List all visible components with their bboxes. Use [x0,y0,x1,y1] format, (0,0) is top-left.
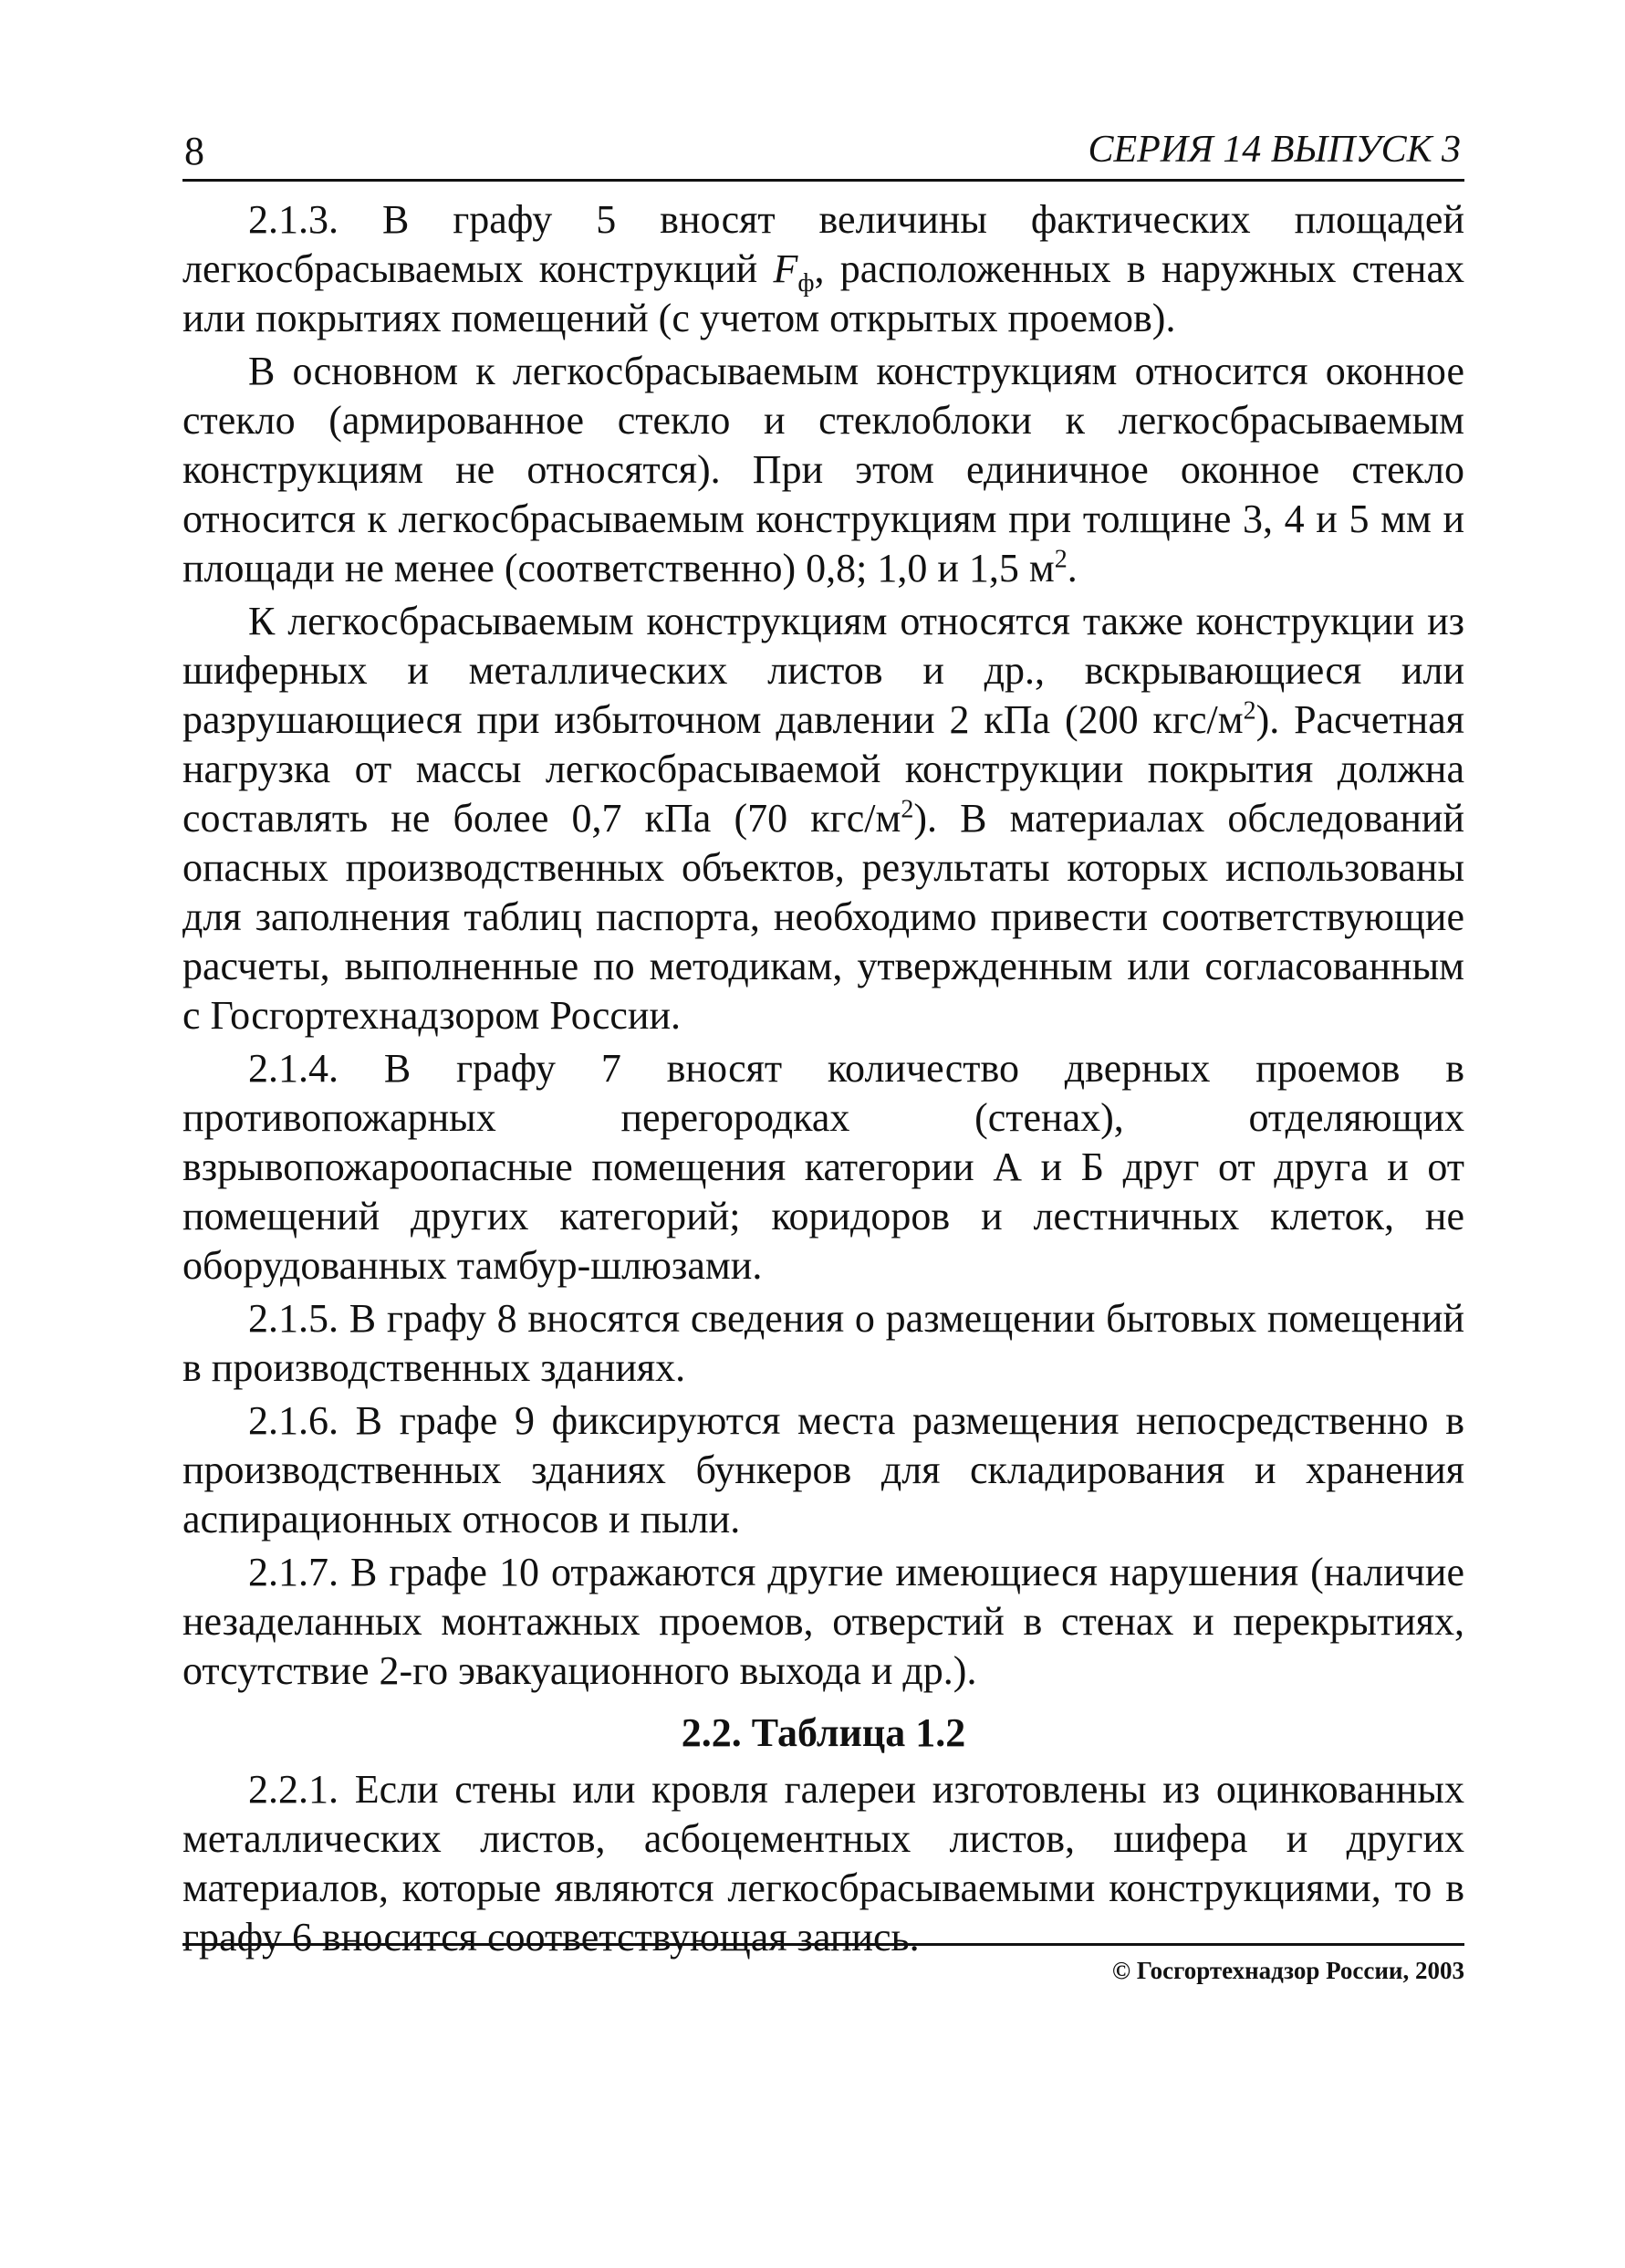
series-title: СЕРИЯ 14 ВЫПУСК 3 [1088,129,1461,171]
superscript: 2 [901,795,914,824]
body-text [182,195,1464,1966]
page-number: 8 [184,129,204,173]
superscript: 2 [1054,545,1068,574]
paragraph-text: ). Расчетная нагрузка от массы легкосбрасываемой конструкции покрытия должна составлять не более 0,7 кПа (70 кгс/м [182,697,1464,841]
paragraph-text: ). В материалах обследований опасных производственных объектов, результаты которых использованы для заполнения таблиц паспорта, необходимо привести соответствующие расчеты, выполненные по методикам, утвержденным или согласованным с Госгортехнадзором России. [182,796,1465,1038]
copyright-notice: © Госгортехнадзор России, 2003 [1111,1957,1464,1984]
paragraph-2-1-3 [182,195,1464,343]
paragraph-text: 2.1.3. В графу 5 вносят величины фактических площадей легкосбрасываемых конструкций [182,197,1464,291]
section-title: 2.2. Таблица 1.2 [681,1710,966,1755]
variable-f: F [773,246,798,291]
paragraph-text: . [1067,546,1078,591]
paragraph-2-1-4: 2.1.4. В графу 7 вносят количество дверных проемов в противопожарных перегородках (стенах), отделяющих взрывопожароопасные помещения категории А и Б друг от друга и от помещений других категорий; коридоров и лестничных клеток, не оборудованных тамбур-шлюзами. [182,1046,1464,1288]
page-header [182,126,1464,182]
paragraph-2-2-1: 2.2.1. Если стены или кровля галереи изготовлены из оцинкованных металлических листов, асбоцементных листов, шифера и других материалов, которые являются легкосбрасываемыми конструкциями, то в графу 6 вносится соответствующая запись. [182,1767,1464,1960]
paragraph-2-1-5: 2.1.5. В графу 8 вносятся сведения о размещении бытовых помещений в производственных зданиях. [182,1296,1464,1390]
paragraph-text: В основном к легкосбрасываемым конструкциям относится оконное стекло (армированное стекло и стеклоблоки к легкосбрасываемым конструкциям не относятся). При этом единичное оконное стекло относится к легкосбрасываемым конструкциям при толщине 3, 4 и 5 мм и площади не менее (соответственно) 0,8; 1,0 и 1,5 м [182,349,1464,591]
paragraph-glass [182,347,1464,593]
footer-divider [182,1943,1464,1946]
paragraph-2-1-6: 2.1.6. В графе 9 фиксируются места размещения непосредственно в производственных зданиях бункеров для складирования и хранения аспирационных относов и пыли. [182,1398,1464,1542]
paragraph-2-1-7: 2.1.7. В графе 10 отражаются другие имеющиеся нарушения (наличие незаделанных монтажных проемов, отверстий в стенах и перекрытиях, отсутствие 2-го эвакуационного выхода и др.). [182,1550,1464,1693]
paragraph-text: К легкосбрасываемым конструкциям относятся также конструкции из шиферных и металлических листов и др., вскрывающиеся или разрушающиеся при избыточном давлении 2 кПа (200 кгс/м [182,599,1464,742]
subscript-f: ф [797,268,815,298]
paragraph-text: , расположенных в наружных стенах или покрытиях помещений (с учетом открытых проемов). [182,246,1464,340]
paragraph-constructions [182,597,1464,1040]
superscript: 2 [1243,696,1256,726]
